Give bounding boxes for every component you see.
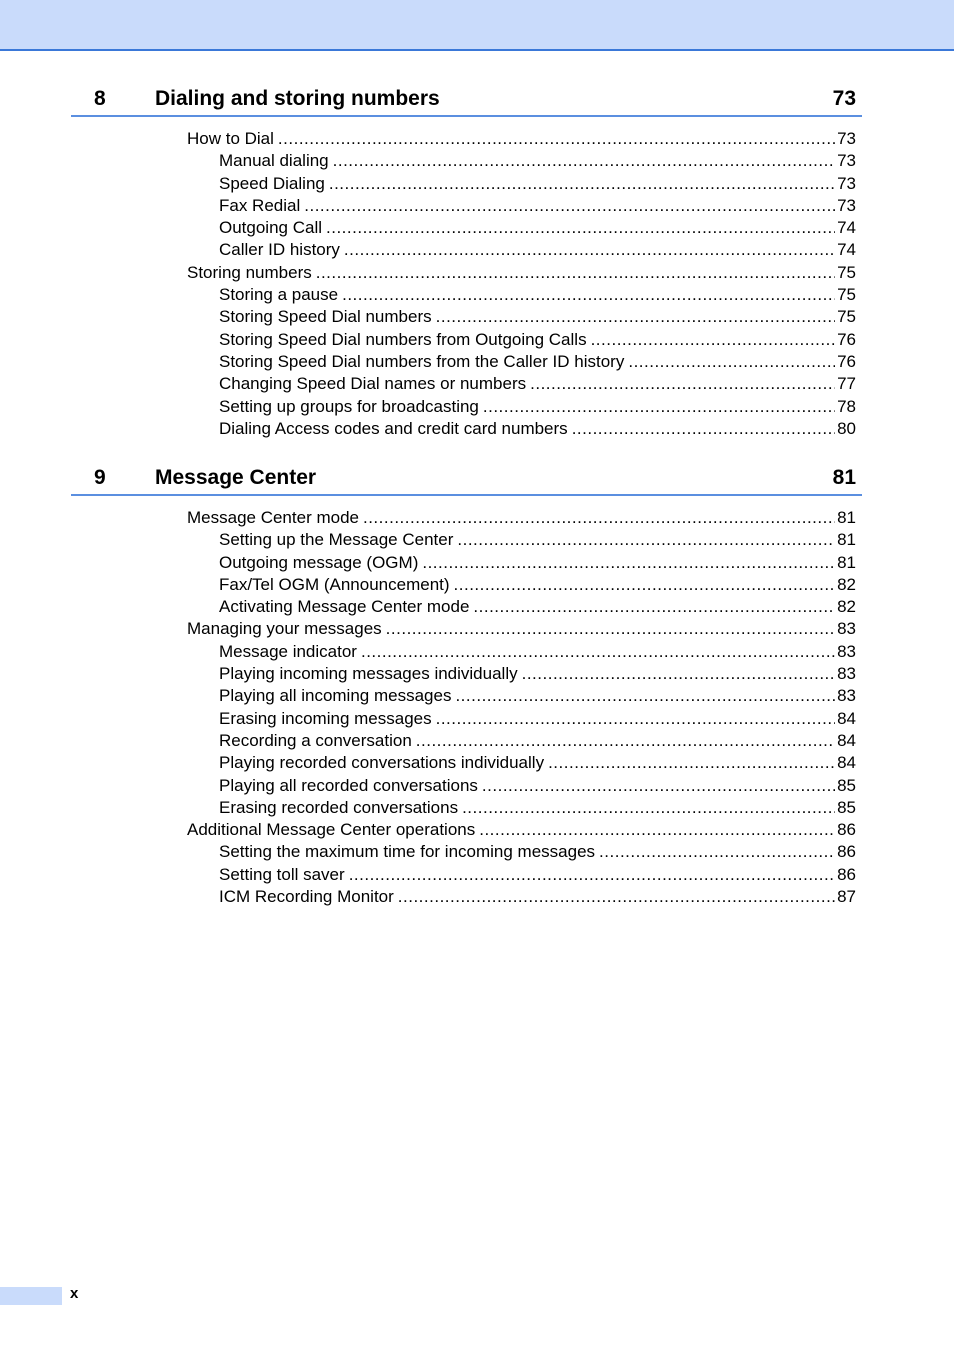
toc-entry-label: How to Dial (187, 129, 274, 148)
toc-entry[interactable] (219, 306, 856, 328)
toc-entry[interactable] (219, 797, 856, 819)
chapter-heading (71, 466, 862, 496)
dot-leader (455, 685, 835, 707)
toc-entry-page: 73 (837, 129, 856, 148)
toc-entry-page: 76 (837, 351, 856, 371)
toc-entry-page: 73 (837, 173, 856, 193)
toc-entry-label: Setting up groups for broadcasting (219, 396, 479, 416)
toc-entry[interactable] (219, 552, 856, 574)
toc-entry-label: Manual dialing (219, 151, 329, 171)
dot-leader (572, 418, 835, 440)
toc-entry-page: 83 (837, 641, 856, 661)
toc-entry-page: 73 (837, 151, 856, 171)
toc-entry-label: Storing Speed Dial numbers from Outgoing Calls (219, 329, 587, 349)
toc-entry[interactable] (219, 752, 856, 774)
dot-leader (436, 306, 835, 328)
toc-entry-label: Storing Speed Dial numbers (219, 307, 432, 327)
toc-entry[interactable] (219, 730, 856, 752)
dot-leader (530, 373, 835, 395)
toc-entry-page: 78 (837, 396, 856, 416)
dot-leader (454, 574, 836, 596)
chapter-title: Message Center (155, 466, 317, 489)
toc-entry[interactable] (219, 396, 856, 418)
chapter-number: 8 (94, 87, 106, 110)
toc-entry-label: Speed Dialing (219, 173, 325, 193)
toc-entry-label: Playing recorded conversations individually (219, 753, 545, 773)
toc-entry[interactable] (219, 685, 856, 707)
dot-leader (479, 819, 835, 841)
toc-entry-label: Setting up the Message Center (219, 530, 454, 550)
chapter-number: 9 (94, 466, 106, 489)
toc-entry[interactable] (219, 195, 856, 217)
toc-entry-page: 81 (837, 530, 856, 550)
toc-entry-label: Setting toll saver (219, 864, 345, 884)
toc-entry-label: Additional Message Center operations (187, 820, 476, 840)
toc-entry[interactable] (219, 529, 856, 551)
toc-entry-label: Changing Speed Dial names or numbers (219, 374, 527, 394)
dot-leader (342, 284, 835, 306)
toc-entry[interactable] (219, 351, 856, 373)
toc-entry[interactable] (187, 128, 856, 150)
dot-leader (436, 708, 835, 730)
toc-entry-label: Activating Message Center mode (219, 597, 470, 617)
toc-entry-label: Storing Speed Dial numbers from the Caller ID history (219, 351, 625, 371)
toc-entry-page: 84 (837, 730, 856, 750)
toc-entry-page: 86 (837, 864, 856, 884)
toc-entry[interactable] (219, 239, 856, 261)
toc-entry-page: 73 (837, 195, 856, 215)
page-number-label: x (70, 1285, 79, 1302)
chapter-title: Dialing and storing numbers (155, 87, 440, 110)
toc-entry-label: Outgoing Call (219, 218, 323, 238)
toc-entry-label: Recording a conversation (219, 730, 412, 750)
toc-entry-label: Storing numbers (187, 262, 312, 282)
dot-leader (349, 864, 835, 886)
dot-leader (548, 752, 835, 774)
toc-entry[interactable] (219, 663, 856, 685)
toc-entry-page: 75 (837, 262, 856, 282)
toc-entry-label: Setting the maximum time for incoming messages (219, 842, 596, 862)
toc-entry-page: 81 (837, 508, 856, 527)
dot-leader (422, 552, 835, 574)
toc-entry-page: 76 (837, 329, 856, 349)
toc-entries (0, 128, 954, 440)
dot-leader (278, 128, 835, 150)
chapter-page: 81 (832, 466, 856, 489)
toc-entry-page: 74 (837, 218, 856, 238)
dot-leader (333, 150, 835, 172)
dot-leader (522, 663, 835, 685)
header-band (0, 0, 954, 51)
toc-entry-page: 87 (837, 887, 856, 907)
dot-leader (363, 507, 835, 529)
dot-leader (316, 262, 835, 284)
toc-entry-page: 85 (837, 797, 856, 817)
toc-entry[interactable] (219, 708, 856, 730)
toc-entry[interactable] (219, 886, 856, 908)
dot-leader (599, 841, 835, 863)
toc-entry[interactable] (219, 418, 856, 440)
toc-entry-label: Storing a pause (219, 285, 339, 305)
toc-entry[interactable] (219, 841, 856, 863)
toc-entry[interactable] (219, 641, 856, 663)
dot-leader (591, 329, 836, 351)
dot-leader (398, 886, 835, 908)
toc-entry[interactable] (187, 262, 856, 284)
toc-entry-page: 75 (837, 307, 856, 327)
toc-entry-page: 86 (837, 842, 856, 862)
toc-entry-label: Outgoing message (OGM) (219, 552, 419, 572)
toc-entry[interactable] (219, 373, 856, 395)
dot-leader (304, 195, 835, 217)
toc-entry-page: 77 (837, 374, 856, 394)
toc-entry-label: Fax/Tel OGM (Announcement) (219, 574, 450, 594)
toc-entry-page: 75 (837, 285, 856, 305)
dot-leader (361, 641, 835, 663)
dot-leader (483, 396, 835, 418)
toc-entry[interactable] (219, 150, 856, 172)
toc-entry[interactable] (187, 618, 856, 640)
toc-entries (0, 507, 954, 908)
toc-entry[interactable] (219, 217, 856, 239)
toc-entry-page: 84 (837, 708, 856, 728)
dot-leader (473, 596, 835, 618)
toc-entry[interactable] (187, 819, 856, 841)
dot-leader (416, 730, 835, 752)
chapter-heading (71, 87, 862, 117)
dot-leader (457, 529, 835, 551)
dot-leader (628, 351, 835, 373)
toc-entry-label: Dialing Access codes and credit card numbers (219, 418, 568, 438)
toc-entry-page: 82 (837, 574, 856, 594)
toc-entry-label: Message Center mode (187, 508, 359, 527)
toc-entry-label: Playing incoming messages individually (219, 664, 518, 684)
dot-leader (482, 775, 835, 797)
dot-leader (344, 239, 835, 261)
toc-entry-label: Erasing recorded conversations (219, 797, 459, 817)
toc-entry-label: Playing all incoming messages (219, 686, 452, 706)
toc-entry-page: 83 (837, 619, 856, 639)
dot-leader (386, 618, 835, 640)
toc-entry-page: 80 (837, 418, 856, 438)
toc-entry-page: 74 (837, 240, 856, 260)
toc-entry[interactable] (187, 507, 856, 529)
toc-entry-label: Message indicator (219, 641, 357, 661)
toc-entry-page: 84 (837, 753, 856, 773)
toc-entry[interactable] (219, 864, 856, 886)
toc-entry-page: 81 (837, 552, 856, 572)
toc-entry[interactable] (219, 574, 856, 596)
toc-entry-page: 82 (837, 597, 856, 617)
toc-entry-label: Erasing incoming messages (219, 708, 432, 728)
dot-leader (326, 217, 835, 239)
footer-band (0, 1287, 62, 1305)
toc-entry-page: 83 (837, 664, 856, 684)
toc-entry-label: Playing all recorded conversations (219, 775, 478, 795)
dot-leader (462, 797, 835, 819)
toc-entry-label: ICM Recording Monitor (219, 887, 394, 907)
toc-entry[interactable] (219, 329, 856, 351)
dot-leader (329, 173, 835, 195)
toc-entry-page: 86 (837, 820, 856, 840)
toc-entry-label: Fax Redial (219, 195, 301, 215)
toc-entry[interactable] (219, 775, 856, 797)
toc-entry-label: Caller ID history (219, 240, 340, 260)
toc-entry[interactable] (219, 596, 856, 618)
toc-entry-label: Managing your messages (187, 619, 382, 639)
toc-entry[interactable] (219, 173, 856, 195)
chapter-page: 73 (832, 87, 856, 110)
toc-entry-page: 85 (837, 775, 856, 795)
toc-entry-page: 83 (837, 686, 856, 706)
toc-entry[interactable] (219, 284, 856, 306)
